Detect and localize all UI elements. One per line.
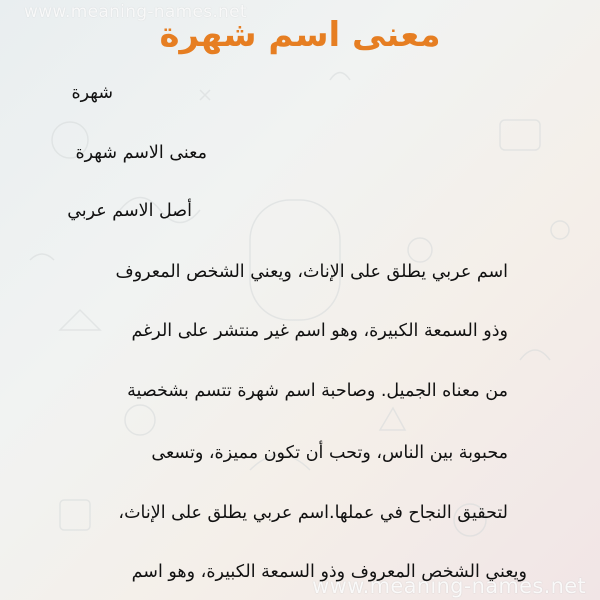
origin-text: أصل الاسم عربي [67, 201, 192, 221]
name-label: شهرة [71, 83, 113, 103]
paragraph-line: ويعني الشخص المعروف وذو السمعة الكبيرة، وهو اسم [131, 562, 527, 582]
paragraph-line: لتحقيق النجاح في عملها.اسم عربي يطلق على الإناث، [118, 503, 508, 523]
paragraph-line: محبوبة بين الناس، وتحب أن تكون مميزة، وتسعى [151, 443, 508, 463]
paragraph-line: اسم عربي يطلق على الإناث، ويعني الشخص المعروف [115, 262, 508, 282]
page-title: معنى اسم شهرة [159, 15, 441, 55]
watermark-top: www.meaning-names.net [24, 2, 247, 22]
paragraph-line: وذو السمعة الكبيرة، وهو اسم غير منتشر على الرغم [131, 321, 508, 341]
watermark-bottom: www.meaning-names.net [312, 574, 586, 598]
paragraph-line: من معناه الجميل. وصاحبة اسم شهرة تتسم بشخصية [127, 381, 508, 401]
meaning-heading: معنى الاسم شهرة [75, 143, 207, 163]
